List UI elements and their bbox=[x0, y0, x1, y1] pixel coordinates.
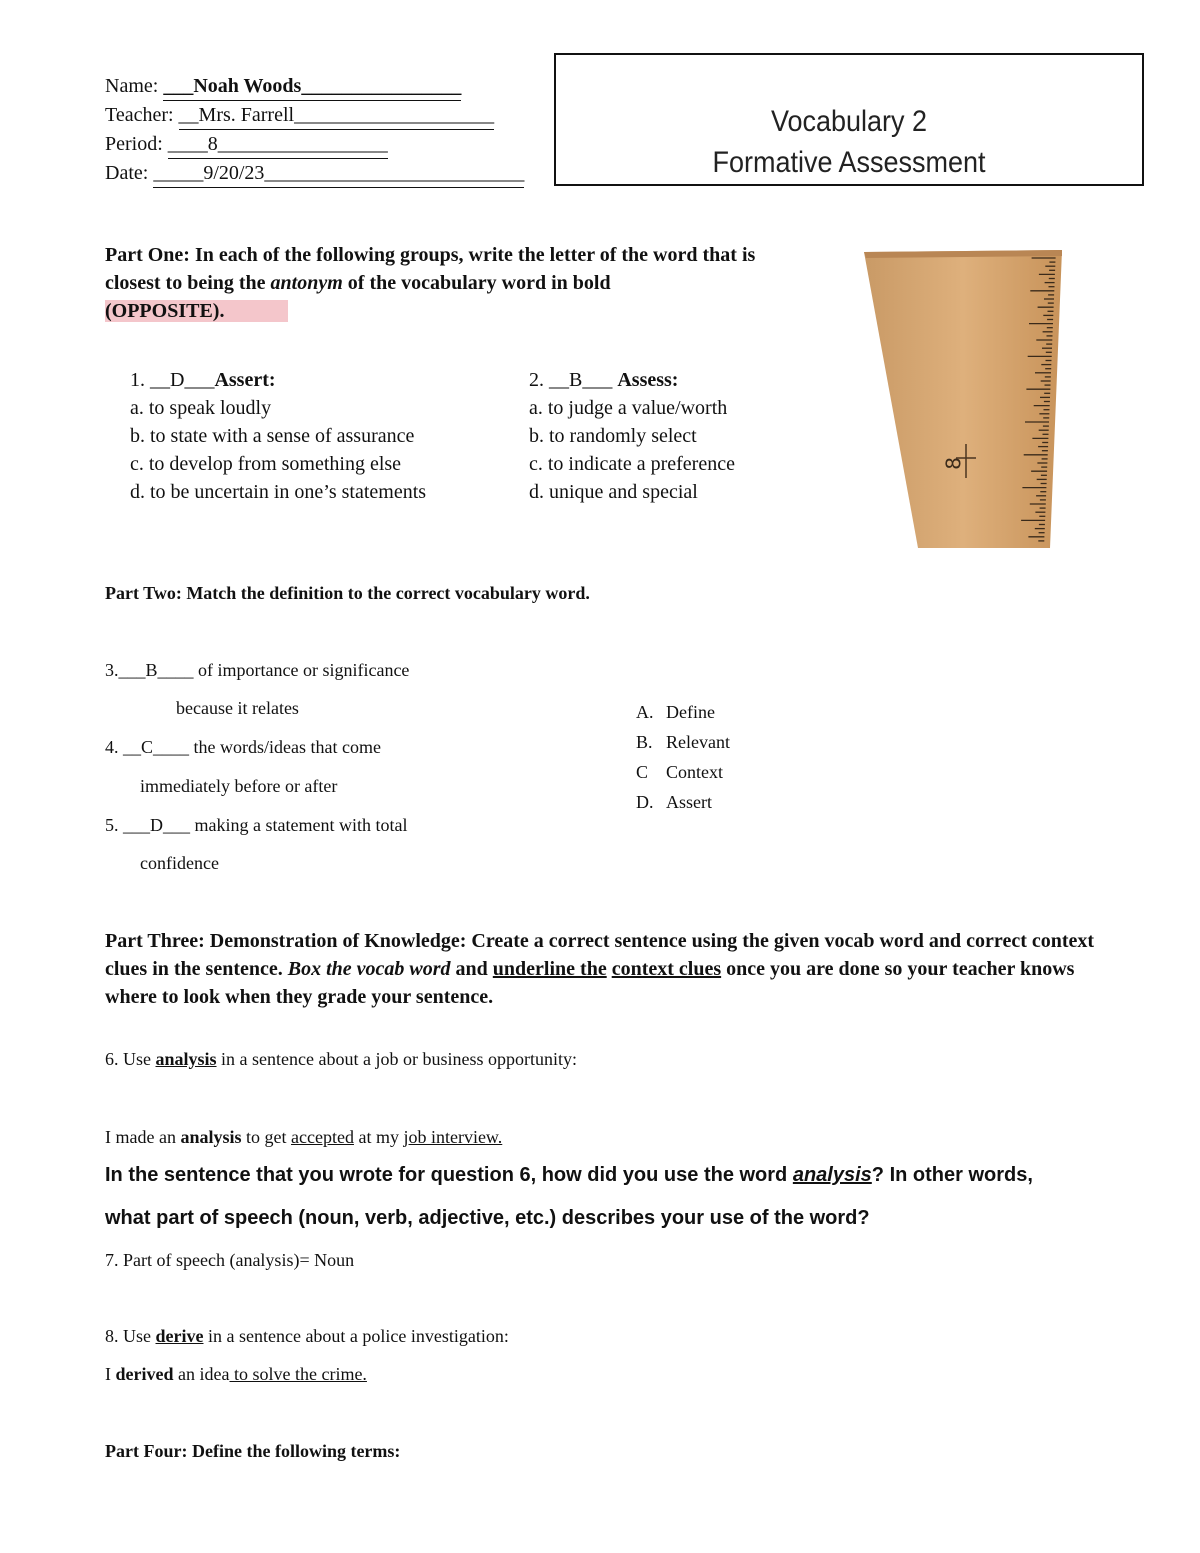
part-three-intro: : Demonstration of Knowledge: Create a correct sentence using the given vocab word and correct context clues in the sentence. bbox=[105, 930, 1095, 980]
underline-instruction: underline the bbox=[492, 958, 607, 980]
svg-text:8: 8 bbox=[941, 456, 966, 471]
question-1-option-d: d. to be uncertain in one’s statements bbox=[130, 481, 427, 503]
question-2-answer: 2. __B___ bbox=[529, 369, 618, 391]
part-three-label: Part Three bbox=[105, 930, 199, 952]
word-bank bbox=[636, 697, 730, 817]
word-bank-option bbox=[636, 697, 730, 727]
item-5-line-2: confidence bbox=[140, 853, 219, 873]
pos-question-text: ? In other words, bbox=[871, 1164, 1033, 1186]
part-four-label: Part Four: Define the following terms: bbox=[105, 1441, 401, 1461]
part-one-text-b: of the vocabulary word in bold bbox=[342, 272, 611, 294]
box-instruction: Box the vocab word bbox=[287, 958, 451, 980]
question-6-pre: 6. Use bbox=[105, 1049, 156, 1069]
question-1-prompt bbox=[130, 366, 426, 394]
part-two-instruction: Part Two: Match the definition to the correct vocabulary word. bbox=[105, 583, 590, 603]
answer-8 bbox=[105, 1364, 367, 1385]
context-clues-instruction: context clues bbox=[611, 958, 722, 980]
item-3-line-1: 3.___B____ of importance or significance bbox=[105, 660, 410, 680]
item-3-line-2: because it relates bbox=[176, 698, 299, 718]
question-1-word: Assert: bbox=[214, 369, 276, 391]
answer-8-text: I bbox=[105, 1364, 116, 1384]
ruler-image bbox=[862, 248, 1070, 552]
option-letter: D. bbox=[636, 792, 654, 812]
question-2-option-a: a. to judge a value/worth bbox=[529, 397, 728, 419]
question-2-word: Assess: bbox=[617, 369, 679, 391]
word-bank-option bbox=[636, 787, 730, 817]
question-6 bbox=[105, 1049, 577, 1070]
period-value: ____8_________________ bbox=[168, 130, 388, 159]
answer-8-text: an idea bbox=[173, 1364, 230, 1384]
question-6-word: analysis bbox=[155, 1049, 217, 1069]
period-label: Period: bbox=[105, 133, 168, 155]
pos-question-word: analysis bbox=[792, 1164, 872, 1186]
option-word: Context bbox=[666, 762, 723, 782]
answer-6-vocab: analysis bbox=[180, 1127, 242, 1147]
item-5-line-1: 5. ___D___ making a statement with total bbox=[105, 815, 408, 835]
part-one-instruction bbox=[105, 241, 785, 325]
teacher-value: __Mrs. Farrell____________________ bbox=[179, 101, 495, 130]
title-line-1: Vocabulary 2 bbox=[770, 105, 928, 138]
part-three-rest: once you are done so your teacher knows where to look when they grade your sentence. bbox=[105, 958, 1075, 1008]
part-three-and: and bbox=[450, 958, 493, 980]
question-1-answer: 1. __D___ bbox=[130, 369, 215, 391]
answer-6-clue: accepted bbox=[291, 1127, 354, 1147]
title-box bbox=[554, 53, 1144, 186]
item-4-line-1: 4. __C____ the words/ideas that come bbox=[105, 737, 381, 757]
date-value: _____9/20/23__________________________ bbox=[153, 159, 524, 188]
antonym-emphasis: antonym bbox=[270, 272, 343, 294]
answer-6-text: to get bbox=[241, 1127, 291, 1147]
question-2-option-c: c. to indicate a preference bbox=[529, 453, 735, 475]
question-1-option-a: a. to speak loudly bbox=[130, 397, 272, 419]
answer-6-text: at my bbox=[353, 1127, 404, 1147]
question-8-word: derive bbox=[155, 1326, 204, 1346]
question-8 bbox=[105, 1326, 509, 1347]
opposite-highlight: (OPPOSITE). bbox=[105, 300, 288, 322]
option-word: Relevant bbox=[666, 732, 730, 752]
word-bank-option bbox=[636, 757, 730, 787]
part-one-text-a: Part One: In each of the following groups, write the letter of the word that is closest to being the bbox=[105, 244, 756, 294]
period-line bbox=[105, 130, 524, 159]
question-1 bbox=[130, 366, 426, 506]
option-letter: C bbox=[636, 762, 649, 782]
part-three-instruction bbox=[105, 927, 1105, 1011]
option-letter: B. bbox=[636, 732, 653, 752]
answer-6-clue: job interview. bbox=[403, 1127, 503, 1147]
question-2-prompt bbox=[529, 366, 735, 394]
name-line bbox=[105, 72, 524, 101]
option-word: Assert bbox=[666, 792, 712, 812]
student-info bbox=[105, 72, 524, 188]
answer-6-text: I made an bbox=[105, 1127, 181, 1147]
name-label: Name: bbox=[105, 75, 164, 97]
teacher-line bbox=[105, 101, 524, 130]
answer-8-clue: to solve the crime. bbox=[229, 1364, 367, 1384]
question-8-pre: 8. Use bbox=[105, 1326, 156, 1346]
pos-question-line-1 bbox=[105, 1164, 1033, 1187]
word-bank-option bbox=[636, 727, 730, 757]
question-2-option-d: d. unique and special bbox=[529, 481, 698, 503]
name-value: ___Noah Woods________________ bbox=[163, 72, 461, 101]
pos-question-text: In the sentence that you wrote for question 6, how did you use the word bbox=[105, 1164, 793, 1186]
option-word: Define bbox=[666, 702, 715, 722]
question-2-option-b: b. to randomly select bbox=[529, 425, 697, 447]
question-2 bbox=[529, 366, 735, 506]
answer-8-vocab: derived bbox=[115, 1364, 174, 1384]
question-7: 7. Part of speech (analysis)= Noun bbox=[105, 1250, 355, 1270]
pos-question-line-2: what part of speech (noun, verb, adjective, etc.) describes your use of the word? bbox=[105, 1207, 870, 1229]
title-line-2: Formative Assessment bbox=[712, 146, 986, 179]
question-8-post: in a sentence about a police investigation: bbox=[203, 1326, 509, 1346]
question-1-option-c: c. to develop from something else bbox=[130, 453, 402, 475]
option-letter: A. bbox=[636, 702, 654, 722]
date-line bbox=[105, 159, 524, 188]
question-6-post: in a sentence about a job or business opportunity: bbox=[216, 1049, 577, 1069]
date-label: Date: bbox=[105, 162, 154, 184]
teacher-label: Teacher: bbox=[105, 104, 179, 126]
answer-6 bbox=[105, 1127, 502, 1148]
item-4-line-2: immediately before or after bbox=[140, 776, 338, 796]
question-1-option-b: b. to state with a sense of assurance bbox=[130, 425, 415, 447]
